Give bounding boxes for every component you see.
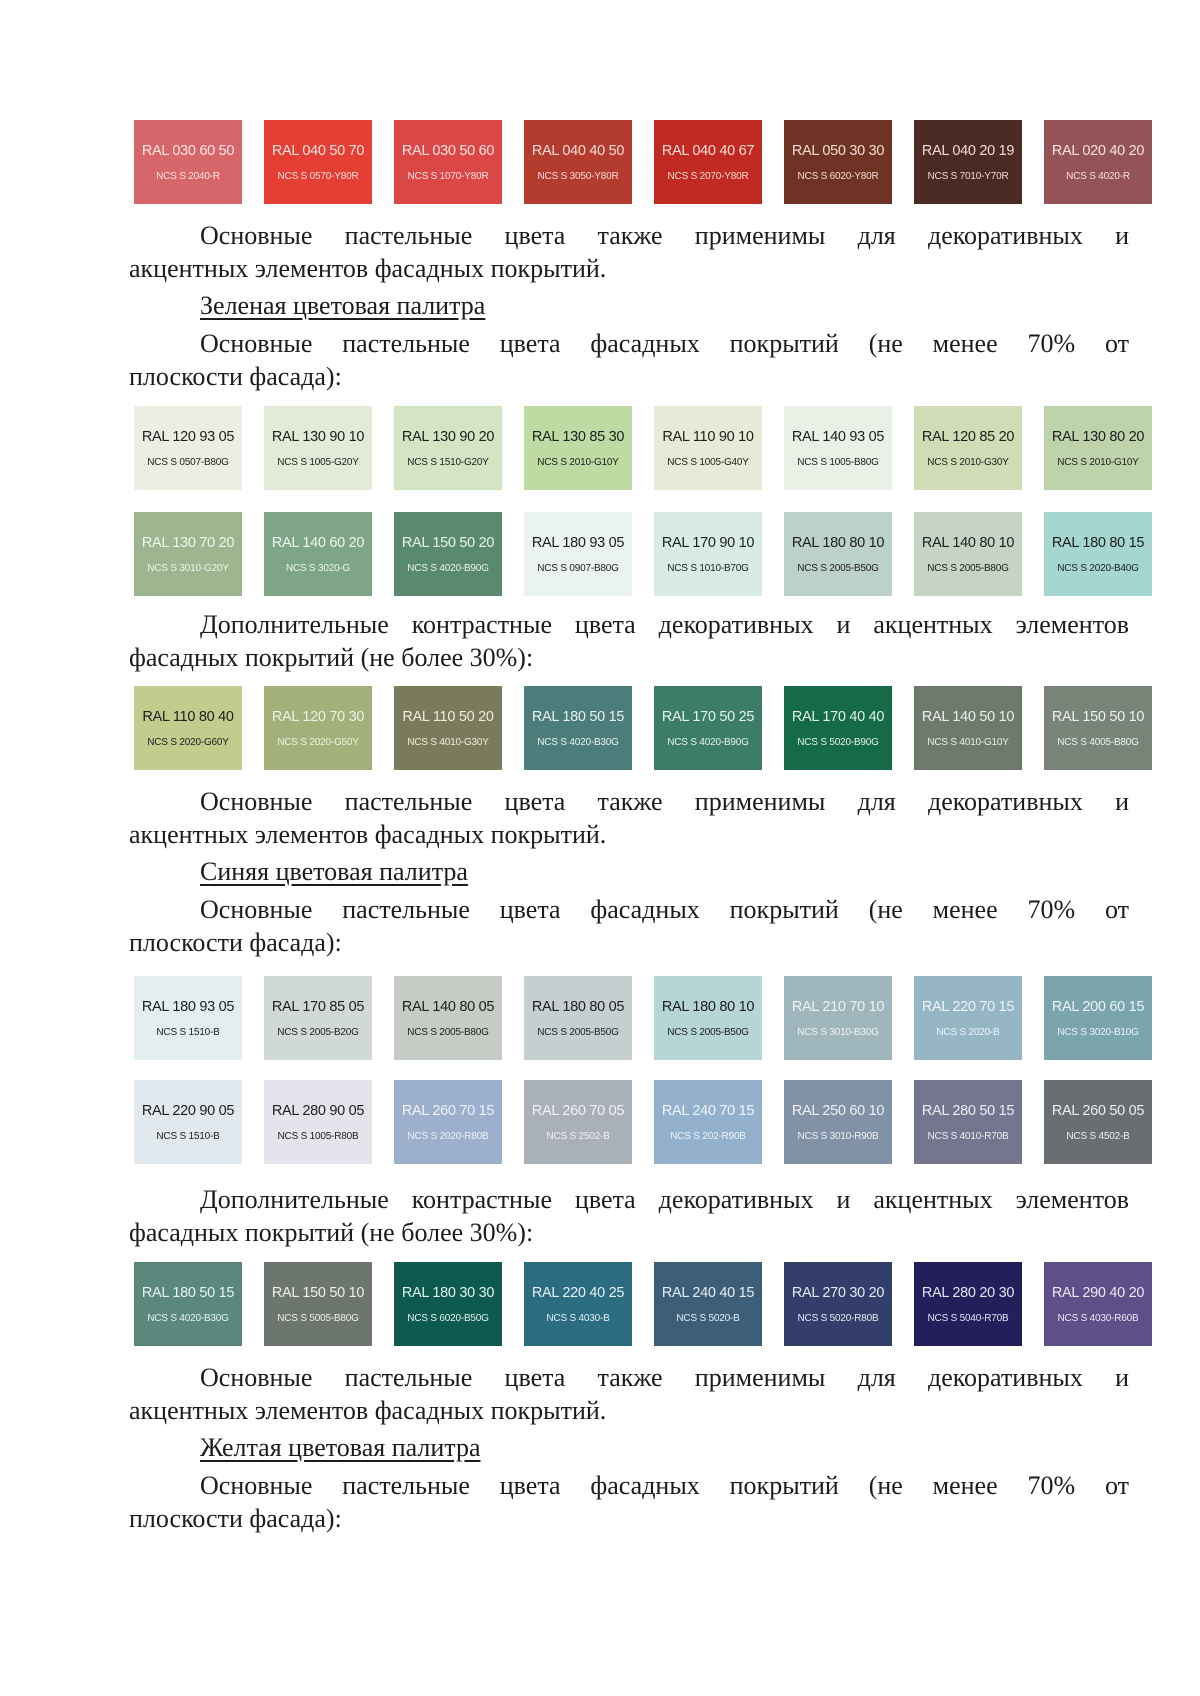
color-swatch xyxy=(914,976,1022,1060)
paragraph-basic-also-1 xyxy=(129,219,1129,285)
color-swatch xyxy=(524,120,632,204)
paragraph-basic-also-2 xyxy=(129,785,1129,851)
swatch-row-blue-extra xyxy=(134,1262,1152,1346)
paragraph-line: плоскости фасада): xyxy=(129,928,342,957)
color-swatch xyxy=(394,686,502,770)
ncs-code: NCS S 3010-R90B xyxy=(797,1131,879,1142)
color-swatch xyxy=(654,976,762,1060)
ncs-code: NCS S 1005-B80G xyxy=(797,457,879,468)
ncs-code: NCS S 2010-G10Y xyxy=(537,457,619,468)
paragraph-line: Основные пастельные цвета также применимы для декоративных и xyxy=(200,221,1129,250)
ral-code: RAL 040 50 70 xyxy=(271,143,365,159)
ncs-code: NCS S 2010-G10Y xyxy=(1057,457,1139,468)
ral-code: RAL 110 90 10 xyxy=(662,429,754,445)
paragraph-line: Основные пастельные цвета также применимы для декоративных и xyxy=(200,787,1129,816)
color-swatch xyxy=(134,686,242,770)
color-swatch xyxy=(134,512,242,596)
ncs-code: NCS S 2010-G30Y xyxy=(927,457,1009,468)
ral-code: RAL 180 93 05 xyxy=(141,999,235,1015)
paragraph-line: Основные пастельные цвета фасадных покрытий (не менее 70% от xyxy=(200,329,1129,358)
color-swatch xyxy=(524,976,632,1060)
ncs-code: NCS S 4020-R xyxy=(1066,171,1130,182)
color-swatch xyxy=(654,1262,762,1346)
ral-code: RAL 180 50 15 xyxy=(141,1285,235,1301)
ncs-code: NCS S 2020-G50Y xyxy=(277,737,359,748)
color-swatch xyxy=(914,1080,1022,1164)
color-swatch xyxy=(1044,1262,1152,1346)
swatch-row-red-accent xyxy=(134,120,1152,204)
ral-code: RAL 170 40 40 xyxy=(791,709,885,725)
color-swatch xyxy=(394,1080,502,1164)
ral-code: RAL 110 80 40 xyxy=(142,709,234,725)
color-swatch xyxy=(134,976,242,1060)
ral-code: RAL 150 50 10 xyxy=(271,1285,365,1301)
color-swatch xyxy=(654,686,762,770)
ral-code: RAL 040 40 50 xyxy=(531,143,625,159)
ral-code: RAL 140 80 10 xyxy=(921,535,1015,551)
ral-code: RAL 030 60 50 xyxy=(141,143,235,159)
ral-code: RAL 240 70 15 xyxy=(661,1103,755,1119)
paragraph-line: Дополнительные контрастные цвета декоративных и акцентных элементов xyxy=(200,1185,1129,1214)
color-swatch xyxy=(1044,512,1152,596)
ral-code: RAL 240 40 15 xyxy=(661,1285,755,1301)
ncs-code: NCS S 6020-Y80R xyxy=(797,171,879,182)
ral-code: RAL 210 70 10 xyxy=(791,999,885,1015)
color-swatch xyxy=(394,120,502,204)
color-swatch xyxy=(264,406,372,490)
ncs-code: NCS S 1010-B70G xyxy=(667,563,749,574)
heading-yellow-palette: Желтая цветовая палитра xyxy=(200,1433,481,1462)
ral-code: RAL 130 70 20 xyxy=(141,535,235,551)
swatch-row-blue-basic-1 xyxy=(134,976,1152,1060)
color-swatch xyxy=(524,406,632,490)
heading-green-palette: Зеленая цветовая палитра xyxy=(200,291,486,320)
ncs-code: NCS S 4020-B90G xyxy=(407,563,489,574)
ral-code: RAL 110 50 20 xyxy=(402,709,494,725)
ncs-code: NCS S 2005-B80G xyxy=(407,1027,489,1038)
ral-code: RAL 120 85 20 xyxy=(921,429,1015,445)
color-swatch xyxy=(134,1262,242,1346)
color-swatch xyxy=(784,976,892,1060)
ncs-code: NCS S 3050-Y80R xyxy=(537,171,619,182)
ral-code: RAL 140 93 05 xyxy=(791,429,885,445)
ncs-code: NCS S 1070-Y80R xyxy=(407,171,489,182)
paragraph-line: плоскости фасада): xyxy=(129,362,342,391)
ncs-code: NCS S 4010-R70B xyxy=(927,1131,1009,1142)
ncs-code: NCS S 5040-R70B xyxy=(927,1313,1009,1324)
ncs-code: NCS S 4020-B30G xyxy=(537,737,619,748)
paragraph-basic-70-blue xyxy=(129,893,1129,959)
ral-code: RAL 120 93 05 xyxy=(141,429,235,445)
color-swatch xyxy=(914,686,1022,770)
ncs-code: NCS S 5020-B90G xyxy=(797,737,879,748)
color-swatch xyxy=(394,512,502,596)
paragraph-line: Основные пастельные цвета фасадных покрытий (не менее 70% от xyxy=(200,1471,1129,1500)
color-swatch xyxy=(1044,120,1152,204)
color-swatch xyxy=(1044,976,1152,1060)
ncs-code: NCS S 2005-B50G xyxy=(537,1027,619,1038)
ncs-code: NCS S 2502-B xyxy=(546,1131,610,1142)
color-swatch xyxy=(654,406,762,490)
swatch-row-blue-basic-2 xyxy=(134,1080,1152,1164)
ral-code: RAL 030 50 60 xyxy=(401,143,495,159)
color-swatch xyxy=(784,686,892,770)
ncs-code: NCS S 3020-B10G xyxy=(1057,1027,1139,1038)
heading-blue-palette: Синяя цветовая палитра xyxy=(200,857,468,886)
ral-code: RAL 180 80 15 xyxy=(1051,535,1145,551)
paragraph-extra-30-blue xyxy=(129,1183,1129,1249)
ral-code: RAL 170 90 10 xyxy=(661,535,755,551)
color-swatch xyxy=(654,120,762,204)
swatch-row-green-basic-1 xyxy=(134,406,1152,490)
ral-code: RAL 180 80 10 xyxy=(661,999,755,1015)
color-swatch xyxy=(914,1262,1022,1346)
ncs-code: NCS S 7010-Y70R xyxy=(927,171,1009,182)
color-swatch xyxy=(1044,406,1152,490)
ral-code: RAL 260 50 05 xyxy=(1051,1103,1145,1119)
ral-code: RAL 130 80 20 xyxy=(1051,429,1145,445)
color-swatch xyxy=(524,1080,632,1164)
ncs-code: NCS S 4020-B30G xyxy=(147,1313,229,1324)
ncs-code: NCS S 2070-Y80R xyxy=(667,171,749,182)
ncs-code: NCS S 5020-R80B xyxy=(797,1313,879,1324)
ral-code: RAL 150 50 10 xyxy=(1051,709,1145,725)
ral-code: RAL 130 90 10 xyxy=(271,429,365,445)
ncs-code: NCS S 2005-B20G xyxy=(277,1027,359,1038)
ral-code: RAL 180 50 15 xyxy=(531,709,625,725)
ral-code: RAL 120 70 30 xyxy=(271,709,365,725)
paragraph-line: Основные пастельные цвета фасадных покрытий (не менее 70% от xyxy=(200,895,1129,924)
color-swatch xyxy=(264,512,372,596)
color-swatch xyxy=(784,1080,892,1164)
ral-code: RAL 140 50 10 xyxy=(921,709,1015,725)
ncs-code: NCS S 2005-B80G xyxy=(927,563,1009,574)
color-swatch xyxy=(784,512,892,596)
ral-code: RAL 050 30 30 xyxy=(791,143,885,159)
ncs-code: NCS S 2040-R xyxy=(156,171,220,182)
ral-code: RAL 040 40 67 xyxy=(661,143,755,159)
paragraph-line: Основные пастельные цвета также применимы для декоративных и xyxy=(200,1363,1129,1392)
paragraph-extra-30-green xyxy=(129,608,1129,674)
paragraph-line: акцентных элементов фасадных покрытий. xyxy=(129,254,607,283)
ncs-code: NCS S 1005-G40Y xyxy=(667,457,749,468)
ncs-code: NCS S 4010-G10Y xyxy=(927,737,1009,748)
paragraph-line: акцентных элементов фасадных покрытий. xyxy=(129,820,607,849)
color-swatch xyxy=(134,406,242,490)
color-swatch xyxy=(134,120,242,204)
color-swatch xyxy=(784,120,892,204)
ncs-code: NCS S 1510-B xyxy=(156,1027,220,1038)
ral-code: RAL 280 50 15 xyxy=(921,1103,1015,1119)
ncs-code: NCS S 2005-B50G xyxy=(797,563,879,574)
ral-code: RAL 290 40 20 xyxy=(1051,1285,1145,1301)
ral-code: RAL 140 80 05 xyxy=(401,999,495,1015)
ncs-code: NCS S 2020-B40G xyxy=(1057,563,1139,574)
ncs-code: NCS S 4502-B xyxy=(1066,1131,1130,1142)
color-swatch xyxy=(394,1262,502,1346)
ncs-code: NCS S 1005-R80B xyxy=(277,1131,359,1142)
ral-code: RAL 260 70 15 xyxy=(401,1103,495,1119)
ral-code: RAL 200 60 15 xyxy=(1051,999,1145,1015)
ral-code: RAL 130 90 20 xyxy=(401,429,495,445)
ral-code: RAL 280 90 05 xyxy=(271,1103,365,1119)
ral-code: RAL 250 60 10 xyxy=(791,1103,885,1119)
ral-code: RAL 270 30 20 xyxy=(791,1285,885,1301)
ral-code: RAL 150 50 20 xyxy=(401,535,495,551)
color-swatch xyxy=(264,120,372,204)
ncs-code: NCS S 5020-B xyxy=(676,1313,740,1324)
ral-code: RAL 130 85 30 xyxy=(531,429,625,445)
color-swatch xyxy=(264,1080,372,1164)
ncs-code: NCS S 3020-G xyxy=(285,563,351,574)
color-swatch xyxy=(1044,686,1152,770)
paragraph-line: фасадных покрытий (не более 30%): xyxy=(129,643,534,672)
color-swatch xyxy=(654,512,762,596)
paragraph-line: акцентных элементов фасадных покрытий. xyxy=(129,1396,607,1425)
color-swatch xyxy=(784,406,892,490)
ral-code: RAL 170 85 05 xyxy=(271,999,365,1015)
color-swatch xyxy=(134,1080,242,1164)
color-swatch xyxy=(914,512,1022,596)
ncs-code: NCS S 0570-Y80R xyxy=(277,171,359,182)
ral-code: RAL 180 80 10 xyxy=(791,535,885,551)
color-swatch xyxy=(524,512,632,596)
ral-code: RAL 280 20 30 xyxy=(921,1285,1015,1301)
ral-code: RAL 180 30 30 xyxy=(401,1285,495,1301)
ncs-code: NCS S 2020-B xyxy=(936,1027,1000,1038)
ncs-code: NCS S 4020-B90G xyxy=(667,737,749,748)
color-swatch xyxy=(914,120,1022,204)
ral-code: RAL 180 93 05 xyxy=(531,535,625,551)
color-swatch xyxy=(264,1262,372,1346)
ncs-code: NCS S 1510-G20Y xyxy=(407,457,489,468)
ral-code: RAL 260 70 05 xyxy=(531,1103,625,1119)
paragraph-line: Дополнительные контрастные цвета декоративных и акцентных элементов xyxy=(200,610,1129,639)
ncs-code: NCS S 0507-B80G xyxy=(147,457,229,468)
ncs-code: NCS S 2020-R80B xyxy=(407,1131,489,1142)
ncs-code: NCS S 3010-G20Y xyxy=(147,563,229,574)
paragraph-basic-70-green xyxy=(129,327,1129,393)
ral-code: RAL 170 50 25 xyxy=(661,709,755,725)
swatch-row-green-extra xyxy=(134,686,1152,770)
ncs-code: NCS S 1005-G20Y xyxy=(277,457,359,468)
color-swatch xyxy=(394,406,502,490)
color-swatch xyxy=(1044,1080,1152,1164)
ncs-code: NCS S 0907-B80G xyxy=(537,563,619,574)
ral-code: RAL 040 20 19 xyxy=(921,143,1015,159)
ncs-code: NCS S 202-R90B xyxy=(670,1131,746,1142)
ral-code: RAL 220 70 15 xyxy=(921,999,1015,1015)
ncs-code: NCS S 3010-B30G xyxy=(797,1027,879,1038)
color-swatch xyxy=(524,686,632,770)
color-swatch xyxy=(654,1080,762,1164)
paragraph-basic-also-3 xyxy=(129,1361,1129,1427)
ncs-code: NCS S 4010-G30Y xyxy=(407,737,489,748)
ncs-code: NCS S 2005-B50G xyxy=(667,1027,749,1038)
color-swatch xyxy=(264,686,372,770)
paragraph-basic-70-yellow xyxy=(129,1469,1129,1535)
ral-code: RAL 220 40 25 xyxy=(531,1285,625,1301)
ncs-code: NCS S 4030-B xyxy=(546,1313,610,1324)
paragraph-line: плоскости фасада): xyxy=(129,1504,342,1533)
color-swatch xyxy=(784,1262,892,1346)
ncs-code: NCS S 2020-G60Y xyxy=(147,737,229,748)
paragraph-line: фасадных покрытий (не более 30%): xyxy=(129,1218,534,1247)
ral-code: RAL 140 60 20 xyxy=(271,535,365,551)
swatch-row-green-basic-2 xyxy=(134,512,1152,596)
ncs-code: NCS S 4005-B80G xyxy=(1057,737,1139,748)
ral-code: RAL 220 90 05 xyxy=(141,1103,235,1119)
ral-code: RAL 180 80 05 xyxy=(531,999,625,1015)
ncs-code: NCS S 6020-B50G xyxy=(407,1313,489,1324)
ral-code: RAL 020 40 20 xyxy=(1051,143,1145,159)
ncs-code: NCS S 4030-R60B xyxy=(1057,1313,1139,1324)
color-swatch xyxy=(264,976,372,1060)
color-swatch xyxy=(914,406,1022,490)
color-swatch xyxy=(394,976,502,1060)
ncs-code: NCS S 5005-B80G xyxy=(277,1313,359,1324)
ncs-code: NCS S 1510-B xyxy=(156,1131,220,1142)
color-swatch xyxy=(524,1262,632,1346)
